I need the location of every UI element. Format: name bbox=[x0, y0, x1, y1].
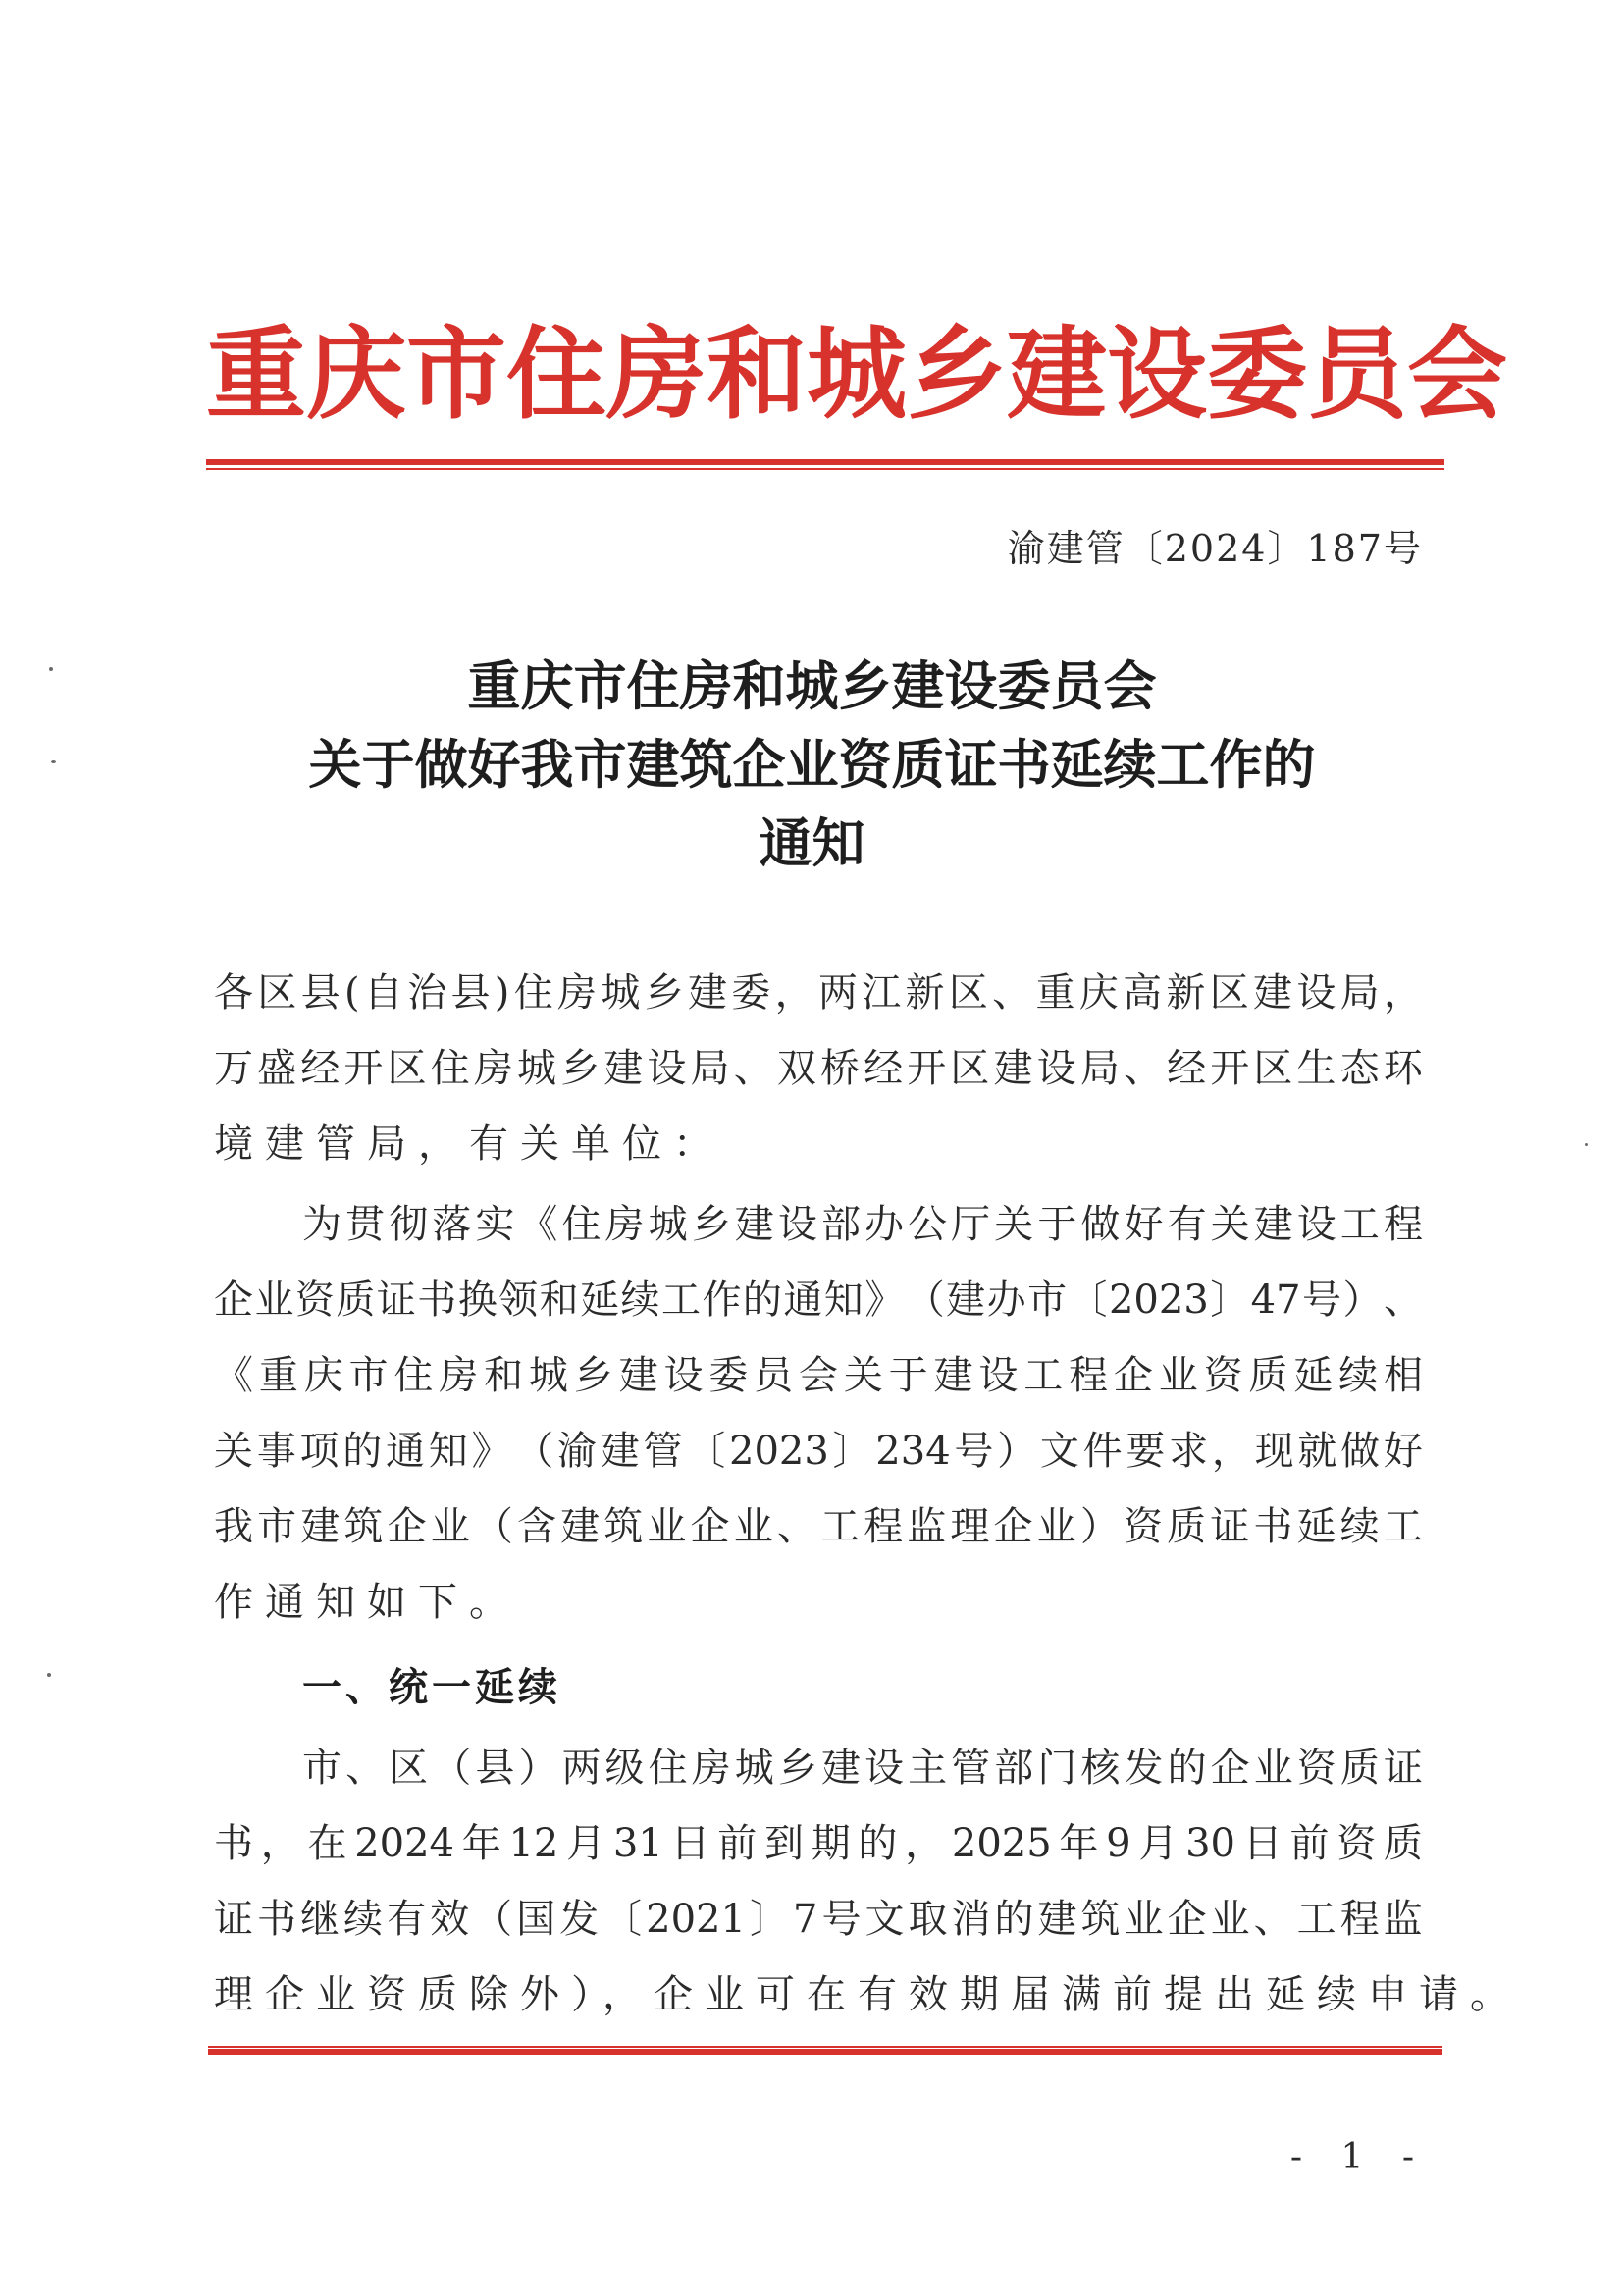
scan-speck bbox=[49, 667, 53, 671]
body-paragraph-line: 《 重 庆 市 住 房 和 城 乡 建 设 委 员 会 关 于 建 设 工 程 企 业 资 质 延 续 相 bbox=[214, 1353, 1423, 1398]
document-title-line-3: 通知 bbox=[759, 811, 865, 874]
document-number: 渝建管〔2024〕187号 bbox=[1007, 527, 1423, 570]
scan-speck bbox=[47, 1673, 51, 1677]
letterhead-red-rule bbox=[206, 459, 1444, 471]
section-heading: 一、统一延续 bbox=[302, 1664, 561, 1710]
body-paragraph-line: 为 贯 彻 落 实 《 住 房 城 乡 建 设 部 办 公 厅 关 于 做 好 有 关 建 设 工 程 bbox=[302, 1202, 1423, 1247]
body-paragraph-line: 书 ， 在 2024 年 12 月 31 日 前 到 期 的 ， 2025 年 9 月 30 日 前 资 质 bbox=[214, 1821, 1423, 1866]
agency-letterhead: 重 庆 市 住 房 和 城 乡 建 设 委 员 会 bbox=[206, 316, 1507, 434]
body-paragraph-line: 我 市 建 筑 企 业 （ 含 建 筑 业 企 业 、 工 程 监 理 企 业 ） 资 质 证 书 延 续 工 bbox=[214, 1504, 1423, 1549]
body-paragraph-line: 证 书 继 续 有 效 （ 国 发 〔 2021 〕 7 号 文 取 消 的 建 筑 业 企 业 、 工 程 监 bbox=[214, 1897, 1423, 1942]
document-title-line-1: 重庆市住房和城乡建设委员会 bbox=[467, 654, 1157, 717]
body-paragraph-line: 理企业资质除外），企业可在有效期届满前提出延续申请。 bbox=[214, 1972, 1521, 2017]
footer-red-rule bbox=[208, 2046, 1442, 2058]
addressee-line: 各 区 县 ( 自 治 县 ) 住 房 城 乡 建 委 ， 两 江 新 区 、 重 庆 高 新 区 建 设 局 ， bbox=[214, 970, 1423, 1016]
page-number: - 1 - bbox=[1289, 2137, 1428, 2177]
document-title-line-2: 关于做好我市建筑企业资质证书延续工作的 bbox=[308, 733, 1316, 796]
scan-speck bbox=[51, 760, 56, 763]
body-paragraph-line: 关 事 项 的 通 知 》 （ 渝 建 管 〔 2023 〕 234 号 ） 文 件 要 求 ， 现 就 做 好 bbox=[214, 1429, 1423, 1474]
scan-speck bbox=[1585, 1143, 1588, 1146]
body-paragraph-line: 市 、 区 （ 县 ） 两 级 住 房 城 乡 建 设 主 管 部 门 核 发 的 企 业 资 质 证 bbox=[302, 1746, 1423, 1791]
body-paragraph-line: 作通知如下。 bbox=[214, 1580, 520, 1625]
addressee-line: 境建管局，有关单位： bbox=[214, 1122, 724, 1167]
addressee-line: 万 盛 经 开 区 住 房 城 乡 建 设 局 、 双 桥 经 开 区 建 设 局 、 经 开 区 生 态 环 bbox=[214, 1046, 1423, 1091]
body-paragraph-line: 企 业 资 质 证 书 换 领 和 延 续 工 作 的 通 知 》 （ 建 办 市 〔 2023 〕 47 号 ） 、 bbox=[214, 1278, 1423, 1323]
